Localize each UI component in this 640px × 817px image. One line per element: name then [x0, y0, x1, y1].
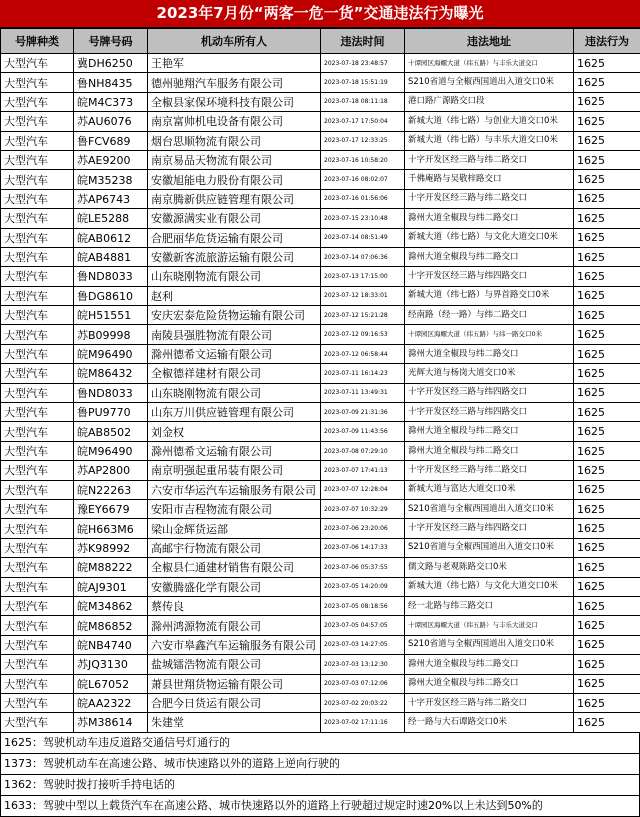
table-row	[1, 306, 640, 325]
table-row	[1, 228, 640, 247]
violation-code-cell: 1625	[574, 538, 640, 557]
table-row	[1, 558, 640, 577]
address-cell: 滁州大道全椒段与纬二路交口	[405, 674, 574, 693]
table-row	[1, 480, 640, 499]
violation-code-cell: 1625	[574, 344, 640, 363]
plate-number-cell: 皖N22263	[74, 480, 148, 499]
violation-table	[0, 28, 640, 733]
address-cell: 经一北路与纬三路交口	[405, 596, 574, 615]
time-cell: 2023-07-08 07:29:10	[321, 441, 405, 460]
plate-number-cell: 鲁DG8610	[74, 286, 148, 305]
owner-cell: 全椒德祥建材有限公司	[148, 364, 321, 383]
owner-cell: 安阳市吉程物流有限公司	[148, 499, 321, 518]
time-cell: 2023-07-07 10:32:29	[321, 499, 405, 518]
address-cell: 新城大道（纬七路）与文化大道交口0米	[405, 228, 574, 247]
violation-code-cell: 1625	[574, 286, 640, 305]
address-cell: 十字开发区经三路与纬四路交口	[405, 519, 574, 538]
table-row	[1, 403, 640, 422]
plate-type-cell: 大型汽车	[1, 112, 74, 131]
owner-cell: 南京富帅机电设备有限公司	[148, 112, 321, 131]
plate-number-cell: 皖M88222	[74, 558, 148, 577]
violation-code-cell: 1625	[574, 92, 640, 111]
owner-cell: 全椒县家保环境科技有限公司	[148, 92, 321, 111]
plate-number-cell: 苏AP2800	[74, 461, 148, 480]
plate-number-cell: 鲁FCV689	[74, 131, 148, 150]
owner-cell: 朱建堂	[148, 713, 321, 732]
owner-cell: 蔡传良	[148, 596, 321, 615]
address-cell: 滁州大道全椒段与纬二路交口	[405, 655, 574, 674]
time-cell: 2023-07-09 11:43:56	[321, 422, 405, 441]
legend-note: 1373：驾驶机动车在高速公路、城市快速路以外的道路上逆向行驶的	[1, 754, 639, 775]
table-header-row	[1, 29, 640, 54]
table-row	[1, 344, 640, 363]
plate-type-cell: 大型汽车	[1, 383, 74, 402]
address-cell: 光辉大道与杨岗大道交口0米	[405, 364, 574, 383]
table-row	[1, 441, 640, 460]
violation-code-cell: 1625	[574, 228, 640, 247]
violation-code-cell: 1625	[574, 112, 640, 131]
plate-number-cell: 皖M4C373	[74, 92, 148, 111]
plate-number-cell: 苏AE9200	[74, 150, 148, 169]
address-cell: S210省道与全椒西国道出入道交口0米	[405, 538, 574, 557]
owner-cell: 滁州德希文运输有限公司	[148, 441, 321, 460]
plate-type-cell: 大型汽车	[1, 92, 74, 111]
table-row	[1, 635, 640, 654]
owner-cell: 合肥丽华危货运输有限公司	[148, 228, 321, 247]
violation-code-cell: 1625	[574, 247, 640, 266]
time-cell: 2023-07-11 13:49:31	[321, 383, 405, 402]
owner-cell: 刘金权	[148, 422, 321, 441]
plate-type-cell: 大型汽车	[1, 635, 74, 654]
plate-type-cell: 大型汽车	[1, 461, 74, 480]
owner-cell: 全椒县仁通建材销售有限公司	[148, 558, 321, 577]
address-cell: 儒文路与老观陈路交口0米	[405, 558, 574, 577]
owner-cell: 高邮宇行物流有限公司	[148, 538, 321, 557]
table-row	[1, 150, 640, 169]
violation-code-cell: 1625	[574, 364, 640, 383]
plate-type-cell: 大型汽车	[1, 693, 74, 712]
time-cell: 2023-07-07 12:28:04	[321, 480, 405, 499]
plate-type-cell: 大型汽车	[1, 286, 74, 305]
plate-type-cell: 大型汽车	[1, 54, 74, 73]
violation-code-cell: 1625	[574, 577, 640, 596]
plate-number-cell: 苏AP6743	[74, 189, 148, 208]
time-cell: 2023-07-09 21:31:36	[321, 403, 405, 422]
plate-number-cell: 皖L67052	[74, 674, 148, 693]
violation-code-cell: 1625	[574, 189, 640, 208]
address-cell: 十谭园区海螺大道（纬五路）与纬一路交口0米	[405, 325, 574, 344]
violation-code-cell: 1625	[574, 519, 640, 538]
legend-note: 1625：驾驶机动车违反道路交通信号灯通行的	[1, 733, 639, 754]
plate-type-cell: 大型汽车	[1, 499, 74, 518]
plate-type-cell: 大型汽车	[1, 228, 74, 247]
plate-number-cell: 皖AB4881	[74, 247, 148, 266]
owner-cell: 安徽源满实业有限公司	[148, 209, 321, 228]
plate-number-cell: 苏K98992	[74, 538, 148, 557]
plate-type-cell: 大型汽车	[1, 577, 74, 596]
header-time: 违法时间	[321, 29, 405, 54]
time-cell: 2023-07-18 23:48:57	[321, 54, 405, 73]
time-cell: 2023-07-02 20:03:22	[321, 693, 405, 712]
owner-cell: 滁州鸿源物流有限公司	[148, 616, 321, 635]
address-cell: 新城大道（纬七路）与创业大道交口0米	[405, 112, 574, 131]
plate-type-cell: 大型汽车	[1, 344, 74, 363]
violation-code-cell: 1625	[574, 635, 640, 654]
address-cell: 新城大道与富达大道交口0米	[405, 480, 574, 499]
notes-section	[0, 733, 640, 817]
plate-number-cell: 苏JQ3130	[74, 655, 148, 674]
time-cell: 2023-07-12 15:21:28	[321, 306, 405, 325]
owner-cell: 南陵县强胜物流有限公司	[148, 325, 321, 344]
address-cell: 十字开发区经三路与纬二路交口	[405, 189, 574, 208]
owner-cell: 赵利	[148, 286, 321, 305]
table-row	[1, 286, 640, 305]
plate-number-cell: 皖AJ9301	[74, 577, 148, 596]
table-row	[1, 73, 640, 92]
plate-number-cell: 鲁ND8033	[74, 267, 148, 286]
address-cell: S210省道与全椒西国道出入道交口0米	[405, 635, 574, 654]
owner-cell: 山东万川供应链管理有限公司	[148, 403, 321, 422]
address-cell: 经一路与大石谭路交口0米	[405, 713, 574, 732]
plate-type-cell: 大型汽车	[1, 616, 74, 635]
plate-number-cell: 苏AU6076	[74, 112, 148, 131]
header-owner: 机动车所有人	[148, 29, 321, 54]
plate-number-cell: 苏M38614	[74, 713, 148, 732]
time-cell: 2023-07-03 13:12:30	[321, 655, 405, 674]
owner-cell: 南京腾新供应链管理有限公司	[148, 189, 321, 208]
plate-number-cell: 皖LE5288	[74, 209, 148, 228]
header-plate-type: 号牌种类	[1, 29, 74, 54]
plate-number-cell: 皖M96490	[74, 441, 148, 460]
time-cell: 2023-07-16 08:02:07	[321, 170, 405, 189]
table-row	[1, 54, 640, 73]
table-body	[1, 54, 640, 733]
plate-type-cell: 大型汽车	[1, 538, 74, 557]
table-row	[1, 693, 640, 712]
time-cell: 2023-07-18 15:51:19	[321, 73, 405, 92]
violation-code-cell: 1625	[574, 170, 640, 189]
table-row	[1, 538, 640, 557]
plate-number-cell: 皖AB0612	[74, 228, 148, 247]
owner-cell: 安徽腾盛化学有限公司	[148, 577, 321, 596]
address-cell: 港口路广源路交口段	[405, 92, 574, 111]
plate-number-cell: 鲁PU9770	[74, 403, 148, 422]
time-cell: 2023-07-12 06:58:44	[321, 344, 405, 363]
plate-type-cell: 大型汽车	[1, 209, 74, 228]
address-cell: S210省道与全椒西国道出入道交口0米	[405, 73, 574, 92]
table-row	[1, 92, 640, 111]
plate-number-cell: 冀DH6250	[74, 54, 148, 73]
table-row	[1, 383, 640, 402]
time-cell: 2023-07-06 05:37:55	[321, 558, 405, 577]
violation-code-cell: 1625	[574, 596, 640, 615]
address-cell: 滁州大道全椒段与纬二路交口	[405, 441, 574, 460]
plate-number-cell: 豫EY6679	[74, 499, 148, 518]
plate-number-cell: 皖AB8502	[74, 422, 148, 441]
violation-code-cell: 1625	[574, 441, 640, 460]
plate-type-cell: 大型汽车	[1, 267, 74, 286]
plate-type-cell: 大型汽车	[1, 422, 74, 441]
plate-type-cell: 大型汽车	[1, 713, 74, 732]
address-cell: 十字开发区经三路与纬四路交口	[405, 383, 574, 402]
owner-cell: 六安市皋鑫汽车运输服务有限公司	[148, 635, 321, 654]
address-cell: 十字开发区经三路与纬二路交口	[405, 150, 574, 169]
plate-type-cell: 大型汽车	[1, 73, 74, 92]
header-address: 违法地址	[405, 29, 574, 54]
time-cell: 2023-07-05 04:57:05	[321, 616, 405, 635]
violation-code-cell: 1625	[574, 558, 640, 577]
address-cell: 经南路（经一路）与纬二路交口	[405, 306, 574, 325]
legend-note: 1362：驾驶时拨打接听手持电话的	[1, 775, 639, 796]
violation-code-cell: 1625	[574, 713, 640, 732]
table-row	[1, 713, 640, 732]
owner-cell: 山东晓刚物流有限公司	[148, 383, 321, 402]
table-row	[1, 364, 640, 383]
time-cell: 2023-07-12 09:16:53	[321, 325, 405, 344]
plate-type-cell: 大型汽车	[1, 403, 74, 422]
owner-cell: 盐城镭浩物流有限公司	[148, 655, 321, 674]
address-cell: 滁州大道全椒段与纬二路交口	[405, 209, 574, 228]
plate-number-cell: 皖M34862	[74, 596, 148, 615]
plate-number-cell: 鲁ND8033	[74, 383, 148, 402]
plate-type-cell: 大型汽车	[1, 441, 74, 460]
address-cell: 滁州大道全椒段与纬二路交口	[405, 344, 574, 363]
violation-code-cell: 1625	[574, 693, 640, 712]
plate-number-cell: 皖AA2322	[74, 693, 148, 712]
plate-number-cell: 皖M86432	[74, 364, 148, 383]
table-row	[1, 170, 640, 189]
time-cell: 2023-07-05 08:18:56	[321, 596, 405, 615]
violation-code-cell: 1625	[574, 480, 640, 499]
plate-type-cell: 大型汽车	[1, 674, 74, 693]
owner-cell: 合肥今日货运有限公司	[148, 693, 321, 712]
header-violation: 违法行为	[574, 29, 640, 54]
plate-type-cell: 大型汽车	[1, 247, 74, 266]
plate-type-cell: 大型汽车	[1, 131, 74, 150]
violation-code-cell: 1625	[574, 616, 640, 635]
plate-type-cell: 大型汽车	[1, 480, 74, 499]
violation-code-cell: 1625	[574, 403, 640, 422]
table-row	[1, 267, 640, 286]
time-cell: 2023-07-17 17:50:04	[321, 112, 405, 131]
violation-code-cell: 1625	[574, 267, 640, 286]
address-cell: 新城大道（纬七路）与界首路交口0米	[405, 286, 574, 305]
violation-code-cell: 1625	[574, 306, 640, 325]
plate-type-cell: 大型汽车	[1, 150, 74, 169]
address-cell: 十谭园区海螺大道（纬五路）与丰乐大道交口	[405, 616, 574, 635]
violation-code-cell: 1625	[574, 54, 640, 73]
owner-cell: 安徽旭能电力股份有限公司	[148, 170, 321, 189]
plate-type-cell: 大型汽车	[1, 189, 74, 208]
time-cell: 2023-07-06 14:17:33	[321, 538, 405, 557]
violation-code-cell: 1625	[574, 655, 640, 674]
table-row	[1, 325, 640, 344]
address-cell: 千佛庵路与吴敬梓路交口	[405, 170, 574, 189]
owner-cell: 梁山金辉货运部	[148, 519, 321, 538]
address-cell: 十谭园区海螺大道（纬五路）与丰乐大道交口	[405, 54, 574, 73]
violation-code-cell: 1625	[574, 383, 640, 402]
address-cell: 十字开发区经三路与纬四路交口	[405, 267, 574, 286]
time-cell: 2023-07-03 14:27:05	[321, 635, 405, 654]
plate-type-cell: 大型汽车	[1, 655, 74, 674]
time-cell: 2023-07-11 16:14:23	[321, 364, 405, 383]
address-cell: 十字开发区经三路与纬二路交口	[405, 693, 574, 712]
table-row	[1, 577, 640, 596]
owner-cell: 烟台思顺物流有限公司	[148, 131, 321, 150]
table-row	[1, 247, 640, 266]
owner-cell: 山东晓刚物流有限公司	[148, 267, 321, 286]
time-cell: 2023-07-15 23:10:48	[321, 209, 405, 228]
time-cell: 2023-07-07 17:41:13	[321, 461, 405, 480]
violation-code-cell: 1625	[574, 150, 640, 169]
plate-number-cell: 皖M35238	[74, 170, 148, 189]
table-row	[1, 655, 640, 674]
violation-code-cell: 1625	[574, 325, 640, 344]
table-row	[1, 209, 640, 228]
owner-cell: 南京明强起重吊装有限公司	[148, 461, 321, 480]
plate-type-cell: 大型汽车	[1, 558, 74, 577]
owner-cell: 安徽新客流旅游运输有限公司	[148, 247, 321, 266]
violation-code-cell: 1625	[574, 499, 640, 518]
violation-code-cell: 1625	[574, 131, 640, 150]
address-cell: S210省道与全椒西国道出入道交口0米	[405, 499, 574, 518]
owner-cell: 安庆宏泰危险货物运输有限公司	[148, 306, 321, 325]
time-cell: 2023-07-06 23:20:06	[321, 519, 405, 538]
violation-code-cell: 1625	[574, 674, 640, 693]
time-cell: 2023-07-16 01:56:06	[321, 189, 405, 208]
owner-cell: 萧县世翔货物运输有限公司	[148, 674, 321, 693]
time-cell: 2023-07-13 17:15:00	[321, 267, 405, 286]
plate-type-cell: 大型汽车	[1, 170, 74, 189]
plate-type-cell: 大型汽车	[1, 306, 74, 325]
table-row	[1, 674, 640, 693]
plate-type-cell: 大型汽车	[1, 596, 74, 615]
header-plate-number: 号牌号码	[74, 29, 148, 54]
time-cell: 2023-07-05 14:20:09	[321, 577, 405, 596]
plate-number-cell: 皖H663M6	[74, 519, 148, 538]
violation-code-cell: 1625	[574, 422, 640, 441]
time-cell: 2023-07-12 18:33:01	[321, 286, 405, 305]
table-row	[1, 461, 640, 480]
address-cell: 十字开发区经三路与纬二路交口	[405, 461, 574, 480]
owner-cell: 王艳军	[148, 54, 321, 73]
violation-code-cell: 1625	[574, 73, 640, 92]
time-cell: 2023-07-18 08:11:18	[321, 92, 405, 111]
time-cell: 2023-07-16 10:58:20	[321, 150, 405, 169]
plate-number-cell: 皖M86852	[74, 616, 148, 635]
table-row	[1, 422, 640, 441]
address-cell: 滁州大道全椒段与纬二路交口	[405, 422, 574, 441]
time-cell: 2023-07-02 17:11:16	[321, 713, 405, 732]
owner-cell: 德州驰翔汽车服务有限公司	[148, 73, 321, 92]
table-row	[1, 131, 640, 150]
time-cell: 2023-07-14 08:51:49	[321, 228, 405, 247]
plate-number-cell: 鲁NH8435	[74, 73, 148, 92]
table-row	[1, 596, 640, 615]
plate-type-cell: 大型汽车	[1, 519, 74, 538]
owner-cell: 滁州德希文运输有限公司	[148, 344, 321, 363]
plate-number-cell: 苏B09998	[74, 325, 148, 344]
table-row	[1, 499, 640, 518]
page-title: 2023年7月份“两客一危一货”交通违法行为曝光	[0, 0, 640, 28]
table-row	[1, 112, 640, 131]
address-cell: 滁州大道全椒段与纬二路交口	[405, 247, 574, 266]
owner-cell: 六安市华运汽车运输服务有限公司	[148, 480, 321, 499]
table-row	[1, 616, 640, 635]
time-cell: 2023-07-17 12:33:25	[321, 131, 405, 150]
legend-note: 1633：驾驶中型以上载货汽车在高速公路、城市快速路以外的道路上行驶超过规定时速20%以上未达到50%的	[1, 796, 639, 817]
plate-number-cell: 皖M96490	[74, 344, 148, 363]
time-cell: 2023-07-14 07:06:36	[321, 247, 405, 266]
plate-number-cell: 皖NB4740	[74, 635, 148, 654]
violation-code-cell: 1625	[574, 209, 640, 228]
plate-type-cell: 大型汽车	[1, 364, 74, 383]
table-row	[1, 189, 640, 208]
plate-number-cell: 皖H51551	[74, 306, 148, 325]
address-cell: 新城大道（纬七路）与丰乐大道交口0米	[405, 131, 574, 150]
violation-code-cell: 1625	[574, 461, 640, 480]
owner-cell: 南京易品天物流有限公司	[148, 150, 321, 169]
table-row	[1, 519, 640, 538]
plate-type-cell: 大型汽车	[1, 325, 74, 344]
time-cell: 2023-07-03 07:12:06	[321, 674, 405, 693]
address-cell: 十字开发区经三路与纬四路交口	[405, 403, 574, 422]
address-cell: 新城大道（纬七路）与文化大道交口0米	[405, 577, 574, 596]
